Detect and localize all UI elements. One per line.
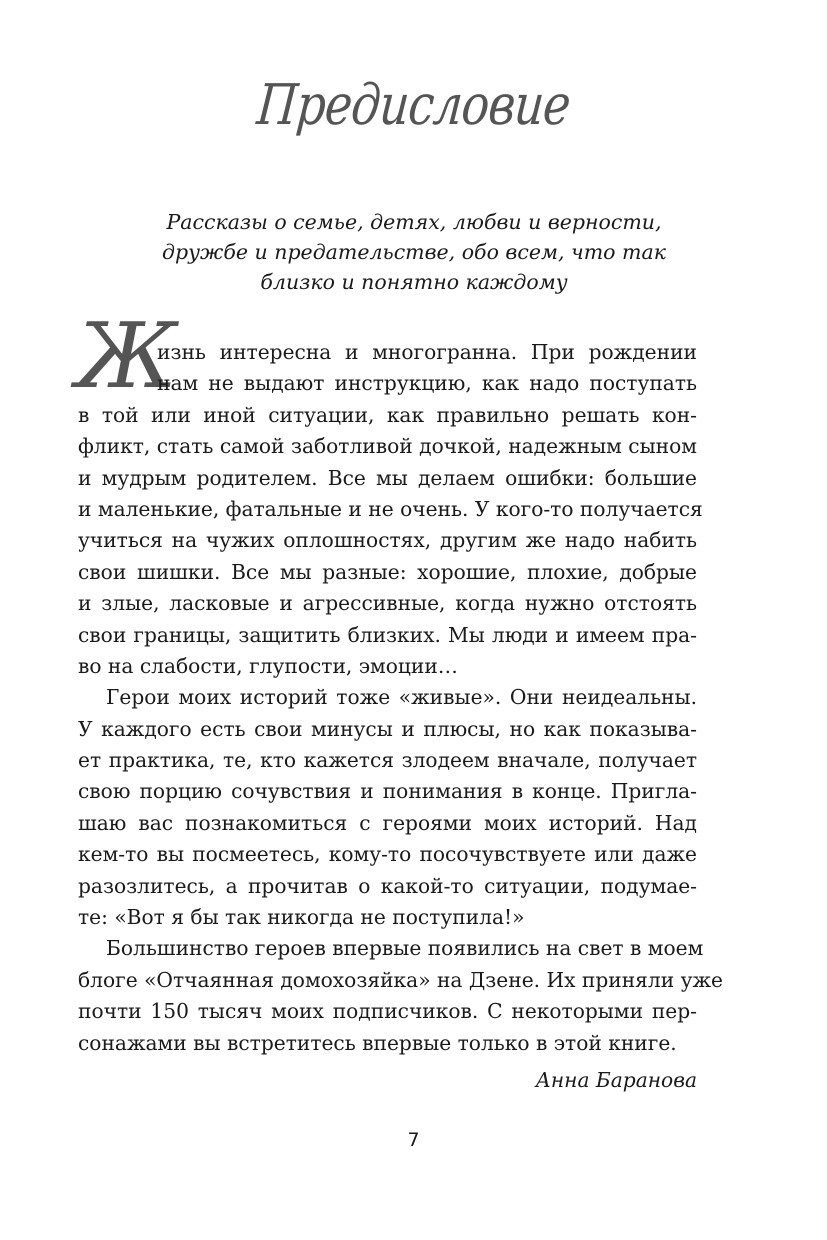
page-number: 7 <box>407 1129 420 1151</box>
text-line: сонажами вы встретитесь впервые только в этой книге. <box>78 1030 677 1055</box>
text-line: шаю вас познакомиться с героями моих историй. Над <box>78 810 697 835</box>
author-signature: Анна Баранова <box>535 1068 697 1092</box>
text-line: учиться на чужих оплошностях, другим же надо набить <box>78 528 697 553</box>
epigraph-line: Рассказы о семье, детях, любви и верности, <box>166 210 662 234</box>
epigraph-line: дружбе и предательстве, обо всем, что так <box>162 240 666 264</box>
text-line: кем-то вы посмеетесь, кому-то посочувствуете или даже <box>78 842 697 867</box>
text-line: и маленькие, фатальные и не очень. У кого-то получается <box>78 496 703 521</box>
text-line: фликт, стать самой заботливой дочкой, надежным сыном <box>78 434 697 459</box>
text-line: изнь интересна и многогранна. При рождении <box>157 340 697 364</box>
drop-cap: Ж <box>76 304 178 409</box>
text-line: почти 150 тысяч моих подписчиков. С некоторыми пер- <box>78 999 697 1024</box>
text-line: Герои моих историй тоже «живые». Они неидеальны. <box>106 685 697 710</box>
epigraph-line: близко и понятно каждому <box>260 270 568 294</box>
text-line: разозлитесь, а прочитав о какой-то ситуации, подумае- <box>78 873 697 898</box>
epigraph <box>100 207 728 297</box>
text-line: свою порцию сочувствия и понимания в конце. Пригла- <box>78 779 697 804</box>
text-line: нам не выдают инструкцию, как надо поступать <box>157 371 697 396</box>
text-line: Большинство героев впервые появились на свет в моем <box>106 936 704 961</box>
text-line: свои шишки. Все мы разные: хорошие, плохие, добрые <box>78 559 697 584</box>
text-line: блоге «Отчаянная домохозяйка» на Дзене. Их приняли уже <box>78 967 723 992</box>
text-line: и мудрым родителем. Все мы делаем ошибки: большие <box>78 465 697 490</box>
text-line: ет практика, те, кто кажется злодеем вначале, получает <box>78 748 697 773</box>
text-line: свои границы, защитить близких. Мы люди и имеем пра- <box>78 622 697 647</box>
text-line: У каждого есть свои минусы и плюсы, но как показыва- <box>78 716 697 741</box>
body-text <box>78 337 723 1059</box>
text-line: в той или иной ситуации, как правильно решать кон- <box>78 402 697 427</box>
page-title: Предисловие <box>254 73 573 138</box>
text-line: и злые, ласковые и агрессивные, когда нужно отстоять <box>78 591 697 616</box>
text-line: те: «Вот я бы так никогда не поступила!» <box>78 905 525 930</box>
text-line: во на слабости, глупости, эмоции… <box>78 653 458 678</box>
